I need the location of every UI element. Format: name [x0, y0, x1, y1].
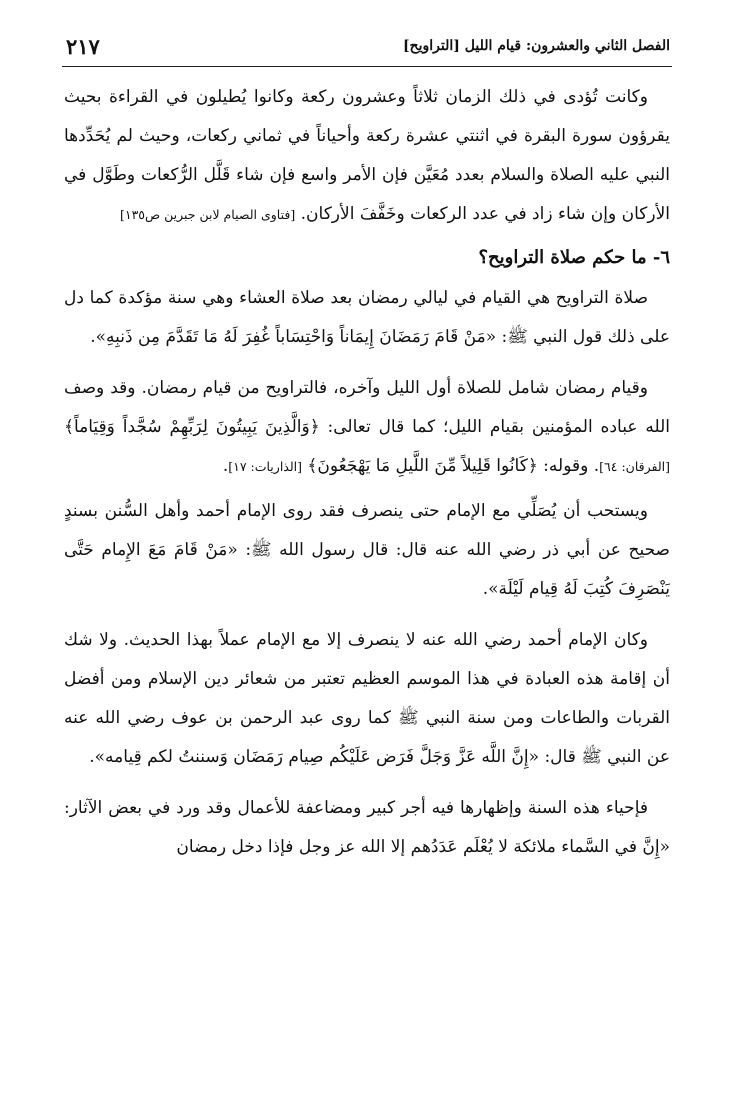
reference-note: [الذاريات: ١٧] — [228, 459, 303, 474]
page-number: ٢١٧ — [66, 34, 100, 59]
running-title: الفصل الثاني والعشرون: قيام الليل [التراويح] — [402, 38, 670, 54]
reference-note: [فتاوى الصيام لابن جبرين ص١٣٥] — [119, 207, 296, 222]
paragraph-text: وكانت تُؤدى في ذلك الزمان ثلاثاً وعشرون ركعة وكانوا يُطيلون في القراءة بحيث يقرؤون سورة البقرة في اثنتي عشرة ركعة وأحياناً في ثماني ركعات، وحيث لم يُحَدِّدها النبي عليه الصلاة والسلام بعدد مُعَيَّن فإن الأمر واسع فإن شاء قَلَّل الرُّكعات وطَوَّل في الأركان وإن شاء زاد في عدد الركعات وخَفَّفَ الأركان. — [64, 87, 670, 224]
reference-note: [الفرقان: ٦٤] — [599, 459, 670, 474]
paragraph-text: صلاة التراويح هي القيام في ليالي رمضان بعد صلاة العشاء وهي سنة مؤكدة كما دل على ذلك قول النبي ﷺ: «مَنْ قَامَ رَمَضَانَ إِيمَاناً وَاحْتِسَاباً غُفِرَ لَهُ مَا تَقَدَّمَ مِن ذَنبِهِ». — [64, 288, 670, 347]
paragraph-text: . وقوله: ﴿كَانُوا قَلِيلاً مِّنَ اللَّيلِ مَا يَهْجَعُونَ﴾ — [307, 456, 600, 476]
paragraph-text: . — [222, 456, 229, 476]
page-header — [62, 34, 672, 64]
paragraph-text: وكان الإمام أحمد رضي الله عنه لا ينصرف إلا مع الإمام عملاً بهذا الحديث. ولا شك أن إقامة هذه العبادة في هذا الموسم العظيم تعتبر من شعائر دين الإسلام ومن أفضل القربات والطاعات ومن سنة النبي ﷺ كما روى عبد الرحمن بن عوف رضي الله عنه عن النبي ﷺ قال: «إِنَّ اللَّه عَزَّ وَجَلَّ فَرَض عَلَيْكُم صِيام رَمَضَان وَسننتُ لكم قِيامه». — [64, 630, 670, 767]
page-body — [64, 78, 670, 867]
paragraph-pray-with-imam — [64, 492, 670, 609]
paragraph-text: وقيام رمضان شامل للصلاة أول الليل وآخره، فالتراويح من قيام رمضان. وقد وصف الله عباده المؤمنين بقيام الليل؛ كما قال تعالى: ﴿وَالَّذِينَ يَبِيتُونَ لِرَبِّهِمْ سُجَّداً وَقِيَاماً﴾ — [64, 378, 670, 437]
header-divider — [62, 66, 672, 67]
paragraph-text: فإحياء هذه السنة وإظهارها فيه أجر كبير ومضاعفة للأعمال وقد ورد في بعض الآثار: «إِنَّ في السَّماء ملائكة لا يُعْلَم عَدَدُهم إلا الله عز وجل فإذا دخل رمضان — [64, 798, 670, 857]
paragraph-imam-ahmad — [64, 621, 670, 777]
paragraph-qiyam-ramadan — [64, 369, 670, 486]
paragraph-reviving-sunnah — [64, 789, 670, 867]
section-heading: ٦- ما حكم صلاة التراويح؟ — [478, 247, 670, 268]
paragraph-text: ويستحب أن يُصَلِّي مع الإمام حتى ينصرف فقد روى الإمام أحمد وأهل السُّنن بسندٍ صحيح عن أبي ذر رضي الله عنه قال: قال رسول الله ﷺ: «مَنْ قَامَ مَعَ الإِمام حَتَّى يَنْصَرِفَ كُتِبَ لَهُ قِيام لَيْلَة». — [64, 501, 670, 599]
paragraph-tarawih-ruling — [64, 279, 670, 357]
paragraph-tarawih-rakaat — [64, 78, 670, 234]
